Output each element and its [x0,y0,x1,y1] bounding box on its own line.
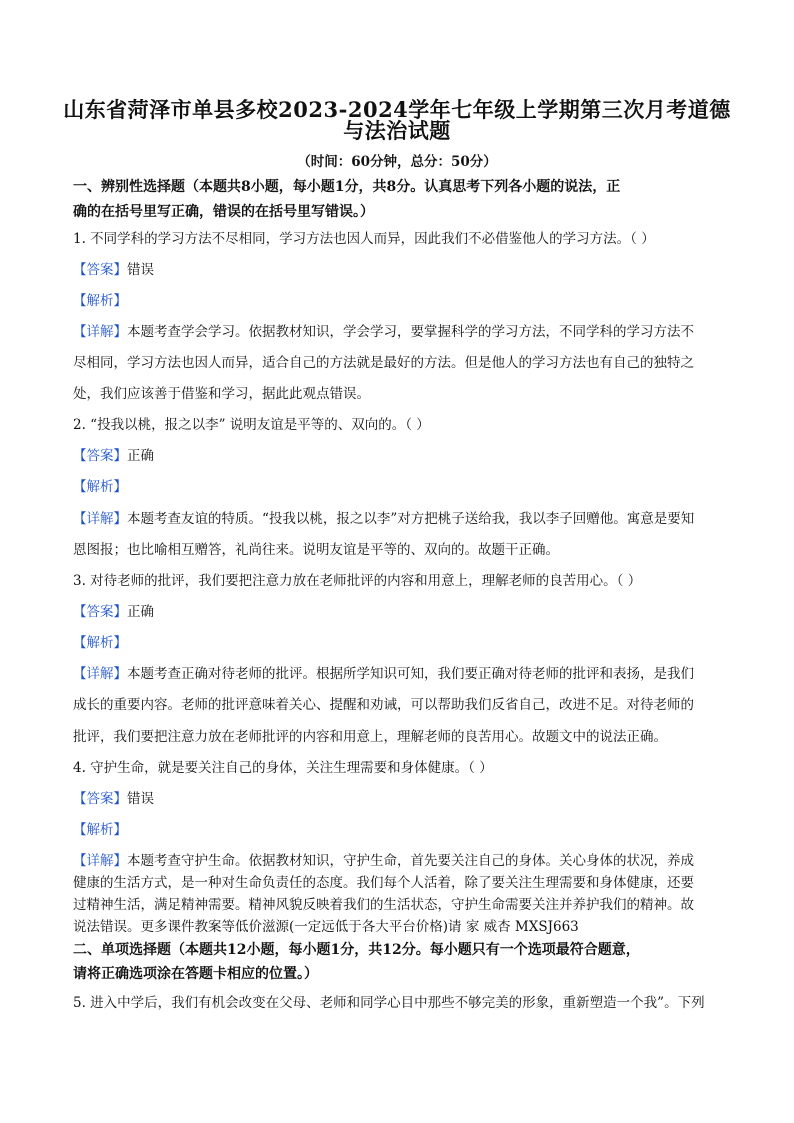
question-2-stem: 2. “投我以桃，报之以李” 说明友谊是平等的、双向的。（ ） [73,417,430,433]
question-3-detail-line3: 批评，我们要把注意力放在老师批评的内容和用意上，理解老师的良苦用心。故题文中的说法正确。 [73,729,667,745]
question-2-analysis-tag: 【解析】 [73,479,127,495]
question-1-analysis-tag: 【解析】 [73,293,127,309]
question-3-answer [73,603,154,621]
detail-text: 本题考查学会学习。依据教材知识，学会学习，要掌握科学的学习方法，不同学科的学习方法不 [127,324,694,340]
question-3-stem: 3. 对待老师的批评，我们要把注意力放在老师批评的内容和用意上，理解老师的良苦用心。（ ） [73,573,642,589]
question-1-answer [73,261,154,279]
answer-value: 错误 [127,791,154,807]
question-4-detail-line4: 说法错误。更多课件教案等低价滋源(一定远低于各大平台价格)请 家 威杏 MXSJ663 [73,919,579,935]
document-title-line1: 山东省菏泽市单县多校2023-2024学年七年级上学期第三次月考道德 [63,97,731,122]
question-5-stem: 5. 进入中学后，我们有机会改变在父母、老师和同学心目中那些不够完美的形象，重新塑造一个我”。下列 [73,995,705,1011]
question-4-answer [73,790,154,808]
section1-heading-line1: 一、辨别性选择题（本题共8小题，每小题1分，共8分。认真思考下列各小题的说法，正 [73,179,621,195]
question-3-analysis-tag: 【解析】 [73,635,127,651]
question-2-detail-line1 [73,510,694,528]
question-3-detail-line1 [73,665,694,683]
detail-tag: 【详解】 [73,511,127,527]
question-4-detail-line3: 过精神生活，满足精神需要。精神风貌反映着我们的生活状态，守护生命需要关注并养护我们的精神。故 [73,897,694,913]
question-1-detail-line1 [73,323,694,341]
question-1-detail-line2: 尽相同，学习方法也因人而异，适合自己的方法就是最好的方法。但是他人的学习方法也有自己的独特之 [73,355,694,371]
detail-tag: 【详解】 [73,853,127,869]
question-2-answer [73,447,154,465]
question-4-detail-line1 [73,852,694,870]
question-3-detail-line2: 成长的重要内容。老师的批评意味着关心、提醒和劝诫，可以帮助我们反省自己，改进不足。对待老师的 [73,697,694,713]
answer-tag: 【答案】 [73,604,127,620]
answer-value: 错误 [127,262,154,278]
detail-tag: 【详解】 [73,324,127,340]
section2-heading-line2: 请将正确选项涂在答题卡相应的位置。） [73,966,318,982]
question-4-stem: 4. 守护生命，就是要关注自己的身体，关注生理需要和身体健康。（ ） [73,760,493,776]
question-1-stem: 1. 不同学科的学习方法不尽相同，学习方法也因人而异，因此我们不必借鉴他人的学习方法。（ ） [73,231,655,247]
section1-heading-line2: 确的在括号里写正确，错误的在括号里写错误。） [73,204,374,220]
answer-tag: 【答案】 [73,448,127,464]
detail-text: 本题考查守护生命。依据教材知识，守护生命，首先要关注自己的身体。关心身体的状况，养成 [127,853,694,869]
detail-tag: 【详解】 [73,666,127,682]
question-4-analysis-tag: 【解析】 [73,822,127,838]
answer-tag: 【答案】 [73,791,127,807]
question-4-detail-line2: 健康的生活方式，是一种对生命负责任的态度。我们每个人活着，除了要关注生理需要和身体健康，还要 [73,875,694,891]
question-1-detail-line3: 处，我们应该善于借鉴和学习，据此此观点错误。 [73,386,370,402]
exam-meta: （时间：60分钟，总分：50分） [297,154,497,170]
question-2-detail-line2: 恩图报；也比喻相互赠答，礼尚往来。说明友谊是平等的、双向的。故题干正确。 [73,542,559,558]
detail-text: 本题考查正确对待老师的批评。根据所学知识可知，我们要正确对待老师的批评和表扬，是我们 [127,666,694,682]
answer-value: 正确 [127,604,154,620]
section2-heading-line1: 二、单项选择题（本题共12小题，每小题1分，共12分。每小题只有一个选项最符合题意， [73,942,640,958]
document-title-line2: 与法治试题 [343,118,451,143]
answer-tag: 【答案】 [73,262,127,278]
detail-text: 本题考查友谊的特质。“投我以桃，报之以李”对方把桃子送给我，我以李子回赠他。寓意是要知 [127,511,695,527]
answer-value: 正确 [127,448,154,464]
